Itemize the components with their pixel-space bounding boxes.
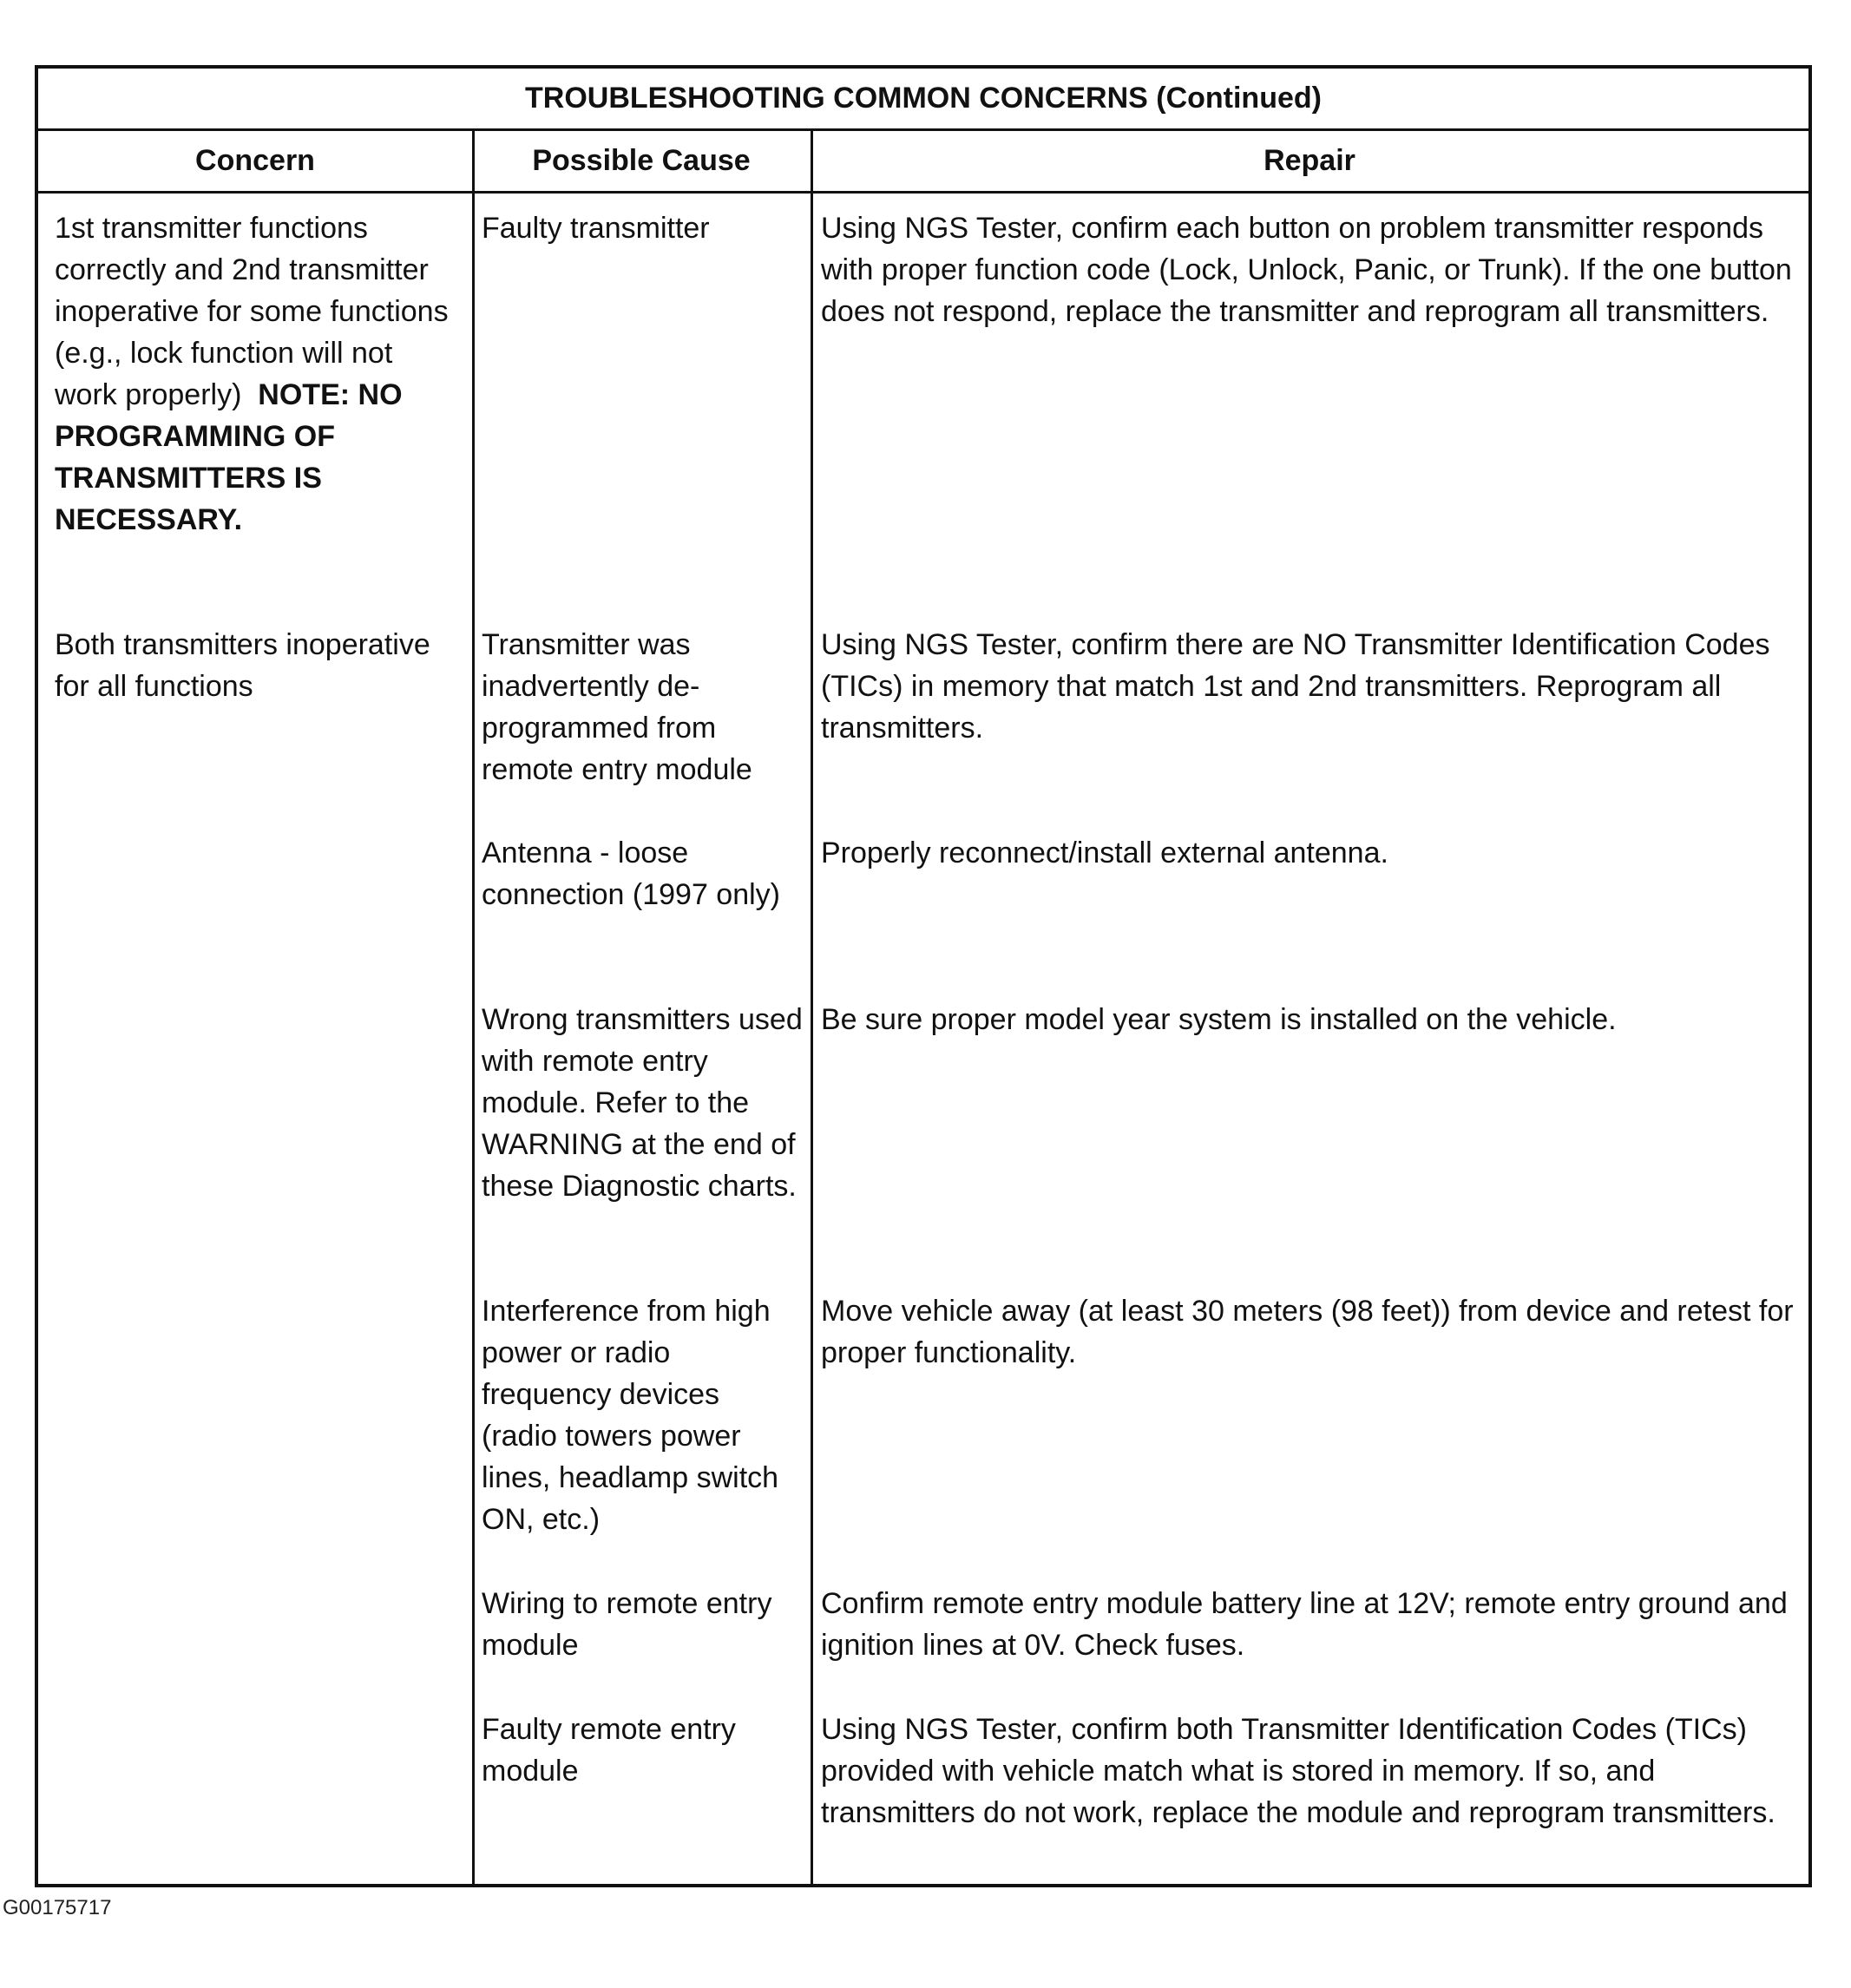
figure-code: G00175717 <box>3 1896 112 1919</box>
column-divider <box>472 131 475 1884</box>
header-repair: Repair <box>1264 144 1355 177</box>
concern-note: NOTE: NO PROGRAMMING OF TRANSMITTERS IS NECESSARY. <box>55 378 403 536</box>
concern-cell: Both transmitters inoperative for all functions <box>55 628 430 703</box>
cause-cell: Antenna - loose connection (1997 only) <box>482 837 781 911</box>
repair-cell: Using NGS Tester, confirm each button on problem transmitter responds with proper function code (Lock, Unlock, Panic, or Trunk). If the one button does not respond, replace the transmitter and reprogram all transmitters. <box>821 212 1792 328</box>
repair-cell: Properly reconnect/install external antenna. <box>821 837 1388 869</box>
repair-cell: Be sure proper model year system is installed on the vehicle. <box>821 1003 1617 1036</box>
repair-cell: Move vehicle away (at least 30 meters (98 feet)) from device and retest for proper functionality. <box>821 1295 1794 1369</box>
concern-text: 1st transmitter functions correctly and 2nd transmitter inoperative for some functions (e.g., lock function will not work properly) <box>55 212 449 411</box>
troubleshooting-table <box>35 65 1812 1887</box>
repair-cell: Using NGS Tester, confirm both Transmitter Identification Codes (TICs) provided with vehicle match what is stored in memory. If so, and transmitters do not work, replace the module and reprogram transmitters. <box>821 1713 1776 1829</box>
header-concern: Concern <box>195 144 315 177</box>
header-possible-cause: Possible Cause <box>532 144 751 177</box>
repair-cell: Using NGS Tester, confirm there are NO Transmitter Identification Codes (TICs) in memory that match 1st and 2nd transmitters. Reprogram all transmitters. <box>821 628 1770 745</box>
repair-cell: Confirm remote entry module battery line at 12V; remote entry ground and ignition lines at 0V. Check fuses. <box>821 1587 1788 1662</box>
cause-cell: Wiring to remote entry module <box>482 1587 772 1662</box>
cause-cell: Faulty remote entry module <box>482 1713 736 1788</box>
column-divider <box>811 131 813 1884</box>
table-title: TROUBLESHOOTING COMMON CONCERNS (Continued) <box>38 69 1808 131</box>
table-header-row <box>38 131 1808 194</box>
cause-cell: Interference from high power or radio frequency devices (radio towers power lines, headlamp switch ON, etc.) <box>482 1295 779 1536</box>
concern-cell <box>55 207 463 541</box>
cause-cell: Transmitter was inadvertently de-programmed from remote entry module <box>482 628 752 786</box>
cause-cell: Wrong transmitters used with remote entry module. Refer to the WARNING at the end of these Diagnostic charts. <box>482 1003 803 1203</box>
cause-cell: Faulty transmitter <box>482 212 710 245</box>
